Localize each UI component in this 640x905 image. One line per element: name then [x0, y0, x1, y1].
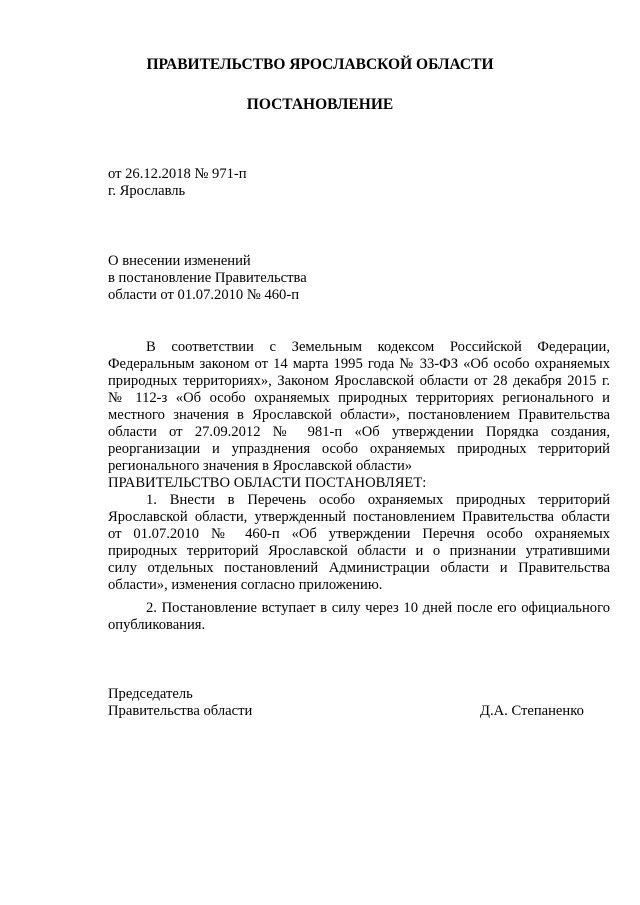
preamble-line: природных территориях», Законом Ярославской области от 28 декабря 2015 г.: [108, 373, 610, 389]
subject-line-3: области от 01.07.2010 № 460-п: [108, 287, 300, 303]
item-2-line: 2. Постановление вступает в силу через 10 дней после его официального: [146, 600, 610, 616]
item-1-line: от 01.07.2010 № 460-п «Об утверждении Перечня особо охраняемых: [108, 526, 610, 542]
item-1-line: силу отдельных постановлений Администрации области и Правительства: [108, 560, 610, 576]
preamble-line: В соответствии с Земельным кодексом Российской Федерации,: [146, 339, 610, 355]
preamble-line: области от 27.09.2012 № 981-п «Об утверждении Порядка создания,: [108, 424, 610, 440]
item-1-line: Ярославской области, утвержденный постановлением Правительства области: [108, 509, 610, 525]
item-1-paragraph: [108, 492, 610, 594]
preamble-paragraph: [108, 339, 610, 475]
city: г. Ярославль: [108, 183, 186, 199]
subject-line-1: О внесении изменений: [108, 253, 251, 269]
item-1-line: природных территорий Ярославской области и о признании утратившими: [108, 543, 610, 559]
item-2-paragraph: [108, 600, 610, 634]
signatory-title-line-2: Правительства области: [108, 703, 253, 719]
item-1-line: области», изменения согласно приложению.: [108, 577, 383, 593]
preamble-line: реорганизации и упразднения особо охраняемых природных территорий: [108, 441, 610, 457]
signatory-title-line-1: Председатель: [108, 686, 193, 702]
date-number: от 26.12.2018 № 971-п: [108, 166, 247, 182]
document-type-heading: ПОСТАНОВЛЕНИЕ: [246, 96, 394, 113]
preamble-line: Федеральным законом от 14 марта 1995 года № 33-ФЗ «Об особо охраняемых: [108, 356, 610, 372]
preamble-line: регионального значения в Ярославской области»: [108, 458, 413, 474]
preamble-line: местного значения в Ярославской области», постановлением Правительства: [108, 407, 610, 423]
subject-line-2: в постановление Правительства: [108, 270, 307, 286]
government-heading: ПРАВИТЕЛЬСТВО ЯРОСЛАВСКОЙ ОБЛАСТИ: [146, 56, 494, 73]
item-1-line: 1. Внести в Перечень особо охраняемых природных территорий: [146, 492, 610, 508]
item-2-line: опубликования.: [108, 617, 206, 633]
signatory-name: Д.А. Степаненко: [480, 703, 584, 719]
preamble-line: № 112-з «Об особо охраняемых природных территориях регионального и: [108, 390, 610, 406]
resolves-heading: ПРАВИТЕЛЬСТВО ОБЛАСТИ ПОСТАНОВЛЯЕТ:: [108, 475, 427, 491]
